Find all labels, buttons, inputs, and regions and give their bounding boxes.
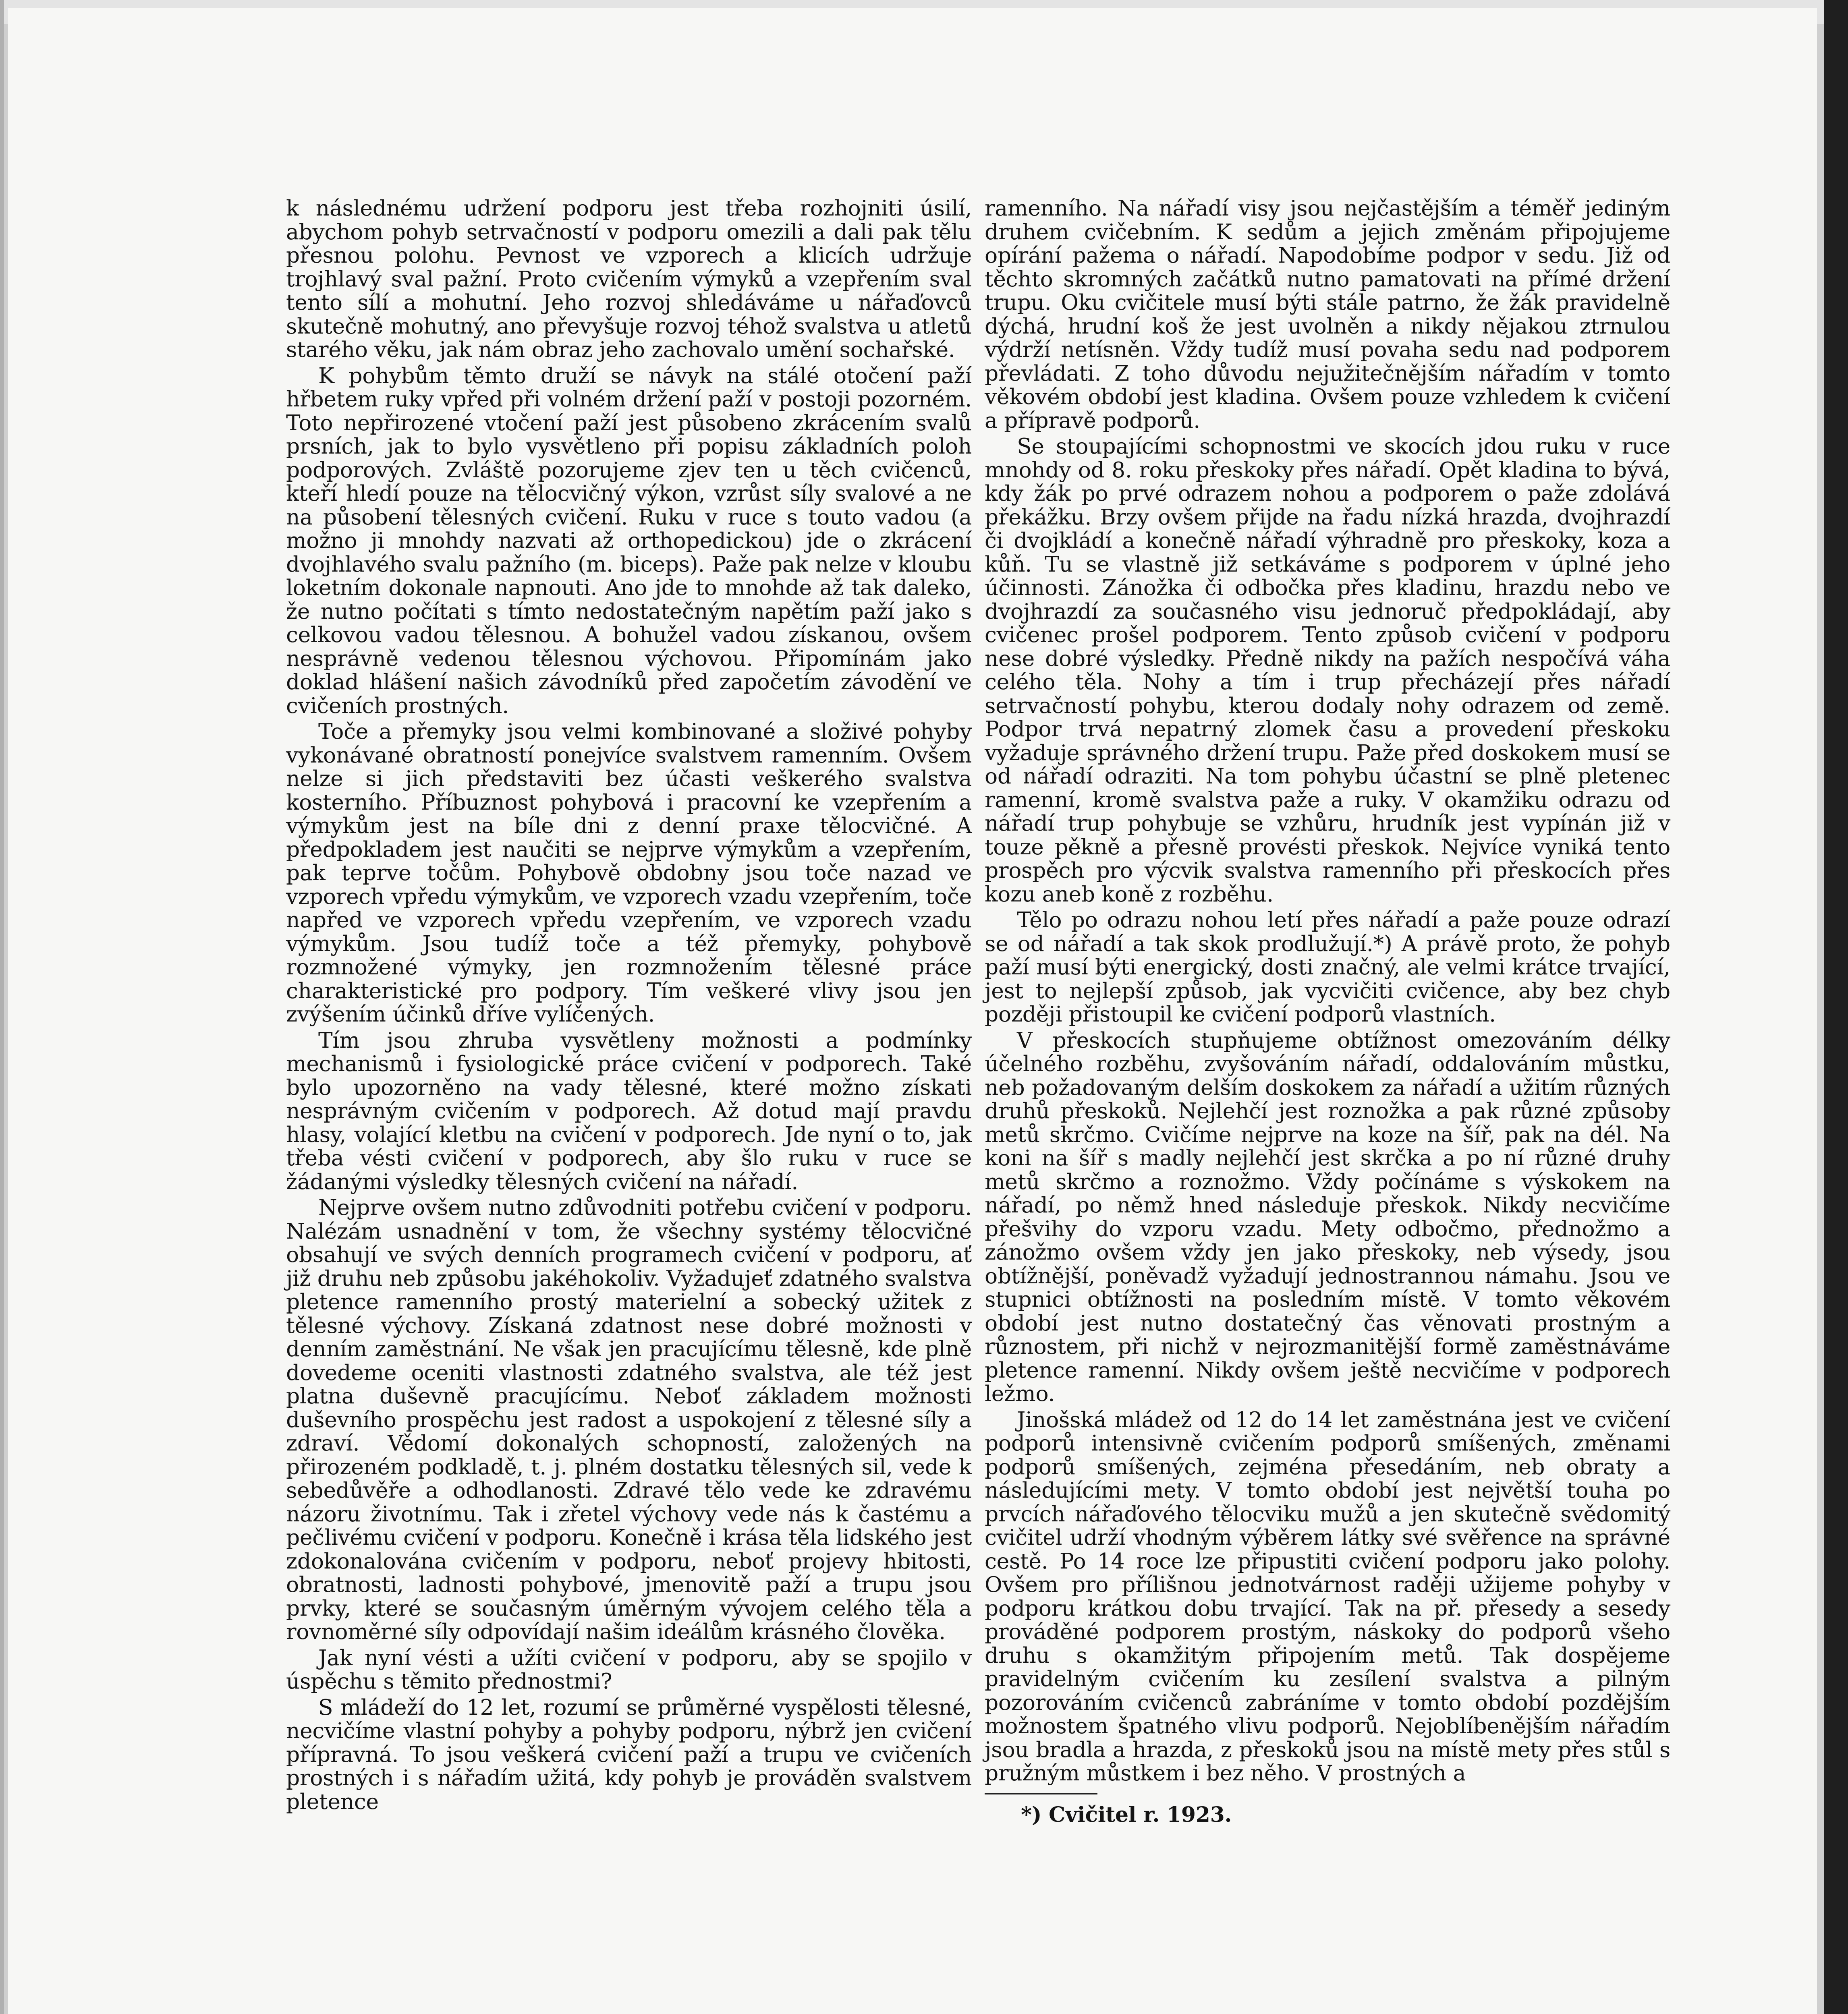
paragraph: V přeskocích stupňujeme obtížnost omezováním délky účelného rozběhu, zvyšováním nářadí, oddalováním můstku, neb požadovaným delším doskokem za nářadí a užitím různých druhů přeskoků. Nejlehčí jest roznožka a pak různé způsoby metů skrčmo. Cvičíme nejprve na koze na šíř, pak na dél. Na koni na šíř s madly nejlehčí jest skrčka a po ní různé druhy metů skrčmo a roznožmo. Vždy počínáme s výskokem na nářadí, po němž hned následuje přeskok. Nikdy necvičíme přešvihy do vzporu vzadu. Mety odbočmo, přednožmo a zánožmo ovšem vždy jen jako přeskoky, neb výsedy, jsou obtížnější, poněvadž vyžadují jednostrannou námahu. Jsou ve stupnici obtížnosti na posledním místě. V tomto věkovém období jest nutno dostatečný čas věnovati prostným a různostem, při nichž v nejrozmanitější formě zaměstnáváme pletence ramenní. Nikdy ovšem ještě necvičíme v podporech ležmo.: [985, 1027, 1670, 1406]
paragraph: ramenního. Na nářadí visy jsou nejčastějším a téměř jediným druhem cvičebním. K sedům a jejich změnám připojujeme opírání pažema o nářadí. Napodobíme podpor v sedu. Již od těchto skromných začátků nutno pamatovati na přímé držení trupu. Oku cvičitele musí býti stále patrno, že žák pravidelně dýchá, hrudní koš že jest uvolněn a nikdy nějakou ztrnulou výdrží netísněn. Vždy tudíž musí povaha sedu nad podporem převládati. Z toho důvodu nejužitečnějším nářadím v tomto věkovém období jest kladina. Ovšem pouze vzhledem k cvičení a přípravě podporů.: [985, 195, 1670, 433]
footnote: *) Cvičitel r. 1923.: [1021, 1802, 1232, 1827]
scan-border-right: [1824, 0, 1848, 2014]
right-column: [985, 197, 1670, 1827]
paragraph: k následnému udržení podporu jest třeba rozhojniti úsilí, abychom pohyb setrvačností v podporu omezili a dali pak tělu přesnou polohu. Pevnost ve vzporech a klicích udržuje trojhlavý sval pažní. Proto cvičením výmyků a vzepřením sval tento sílí a mohutní. Jeho rozvoj shledáváme u nářaďovců skutečně mohutný, ano převyšuje rozvoj téhož svalstva u atletů starého věku, jak nám obraz jeho zachovalo umění sochařské.: [286, 195, 972, 362]
paragraph: K pohybům těmto druží se návyk na stálé otočení paží hřbetem ruky vpřed při volném držení paží v postoji pozorném. Toto nepřirozené vtočení paží jest působeno zkrácením svalů prsních, jak to bylo vysvětleno při popisu základních poloh podporových. Zvláště pozorujeme zjev ten u těch cvičenců, kteří hledí pouze na tělocvičný výkon, vzrůst síly svalové a ne na působení tělesných cvičení. Ruku v ruce s touto vadou (a možno ji mnohdy nazvati až orthopedickou) jde o zkrácení dvojhlavého svalu pažního (m. biceps). Paže pak nelze v kloubu loketním dokonale napnouti. Ano jde to mnohde až tak daleko, že nutno počítati s tímto nedostatečným napětím paží jako s celkovou vadou tělesnou. A bohužel vadou získanou, ovšem nesprávně vedenou tělesnou výchovou. Připomínám jako doklad hlášení našich závodníků před započetím závodění ve cvičeních prostných.: [286, 363, 972, 718]
paragraph: Nejprve ovšem nutno zdůvodniti potřebu cvičení v podporu. Nalézám usnadnění v tom, že všechny systémy tělocvičné obsahují ve svých denních programech cvičení v podporu, ať již druhu neb způsobu jakéhokoliv. Vyžadujeť zdatného svalstva pletence ramenního prostý materielní a sobecký užitek z tělesné výchovy. Získaná zdatnost nese dobré možnosti v denním zaměstnání. Ne však jen pracujícímu tělesně, kde plně dovedeme oceniti vlastnosti zdatného svalstva, ale též jest platna duševně pracujícímu. Neboť základem možnosti duševního prospěchu jest radost a uspokojení z tělesné síly a zdraví. Vědomí dokonalých schopností, založených na přirozeném podkladě, t. j. plném dostatku tělesných sil, vede k sebedůvěře a odhodlanosti. Zdravé tělo vede ke zdravému názoru životnímu. Tak i zřetel výchovy vede nás k častému a pečlivému cvičení v podporu. Konečně i krása těla lidského jest zdokonalována cvičením v podporu, neboť projevy hbitosti, obratnosti, ladnosti pohybové, jmenovitě paží a trupu jsou prvky, které se současným úměrným vývojem celého těla a rovnoměrné síly odpovídají našim ideálům krásného člověka.: [286, 1195, 972, 1644]
paragraph: S mládeží do 12 let, rozumí se průměrné vyspělosti tělesné, necvičíme vlastní pohyby a pohyby podporu, nýbrž jen cvičení přípravná. To jsou veškerá cvičení paží a trupu ve cvičeních prostných i s nářadím užitá, kdy pohyb je prováděn svalstvem pletence: [286, 1694, 972, 1814]
paragraph: Tělo po odrazu nohou letí přes nářadí a paže pouze odrazí se od nářadí a tak skok prodlužují.*) A právě proto, že pohyb paží musí býti energický, dosti značný, ale velmi krátce trvající, jest to nejlepší způsob, jak vycvičiti cvičence, aby bez chyb později přistoupil ke cvičení podporů vlastních.: [985, 907, 1670, 1027]
footnote-rule: [985, 1793, 1097, 1794]
left-column: [286, 197, 972, 1813]
paragraph: Se stoupajícími schopnostmi ve skocích jdou ruku v ruce mnohdy od 8. roku přeskoky přes nářadí. Opět kladina to bývá, kdy žák po prvé odrazem nohou a podporem o paže zdolává překážku. Brzy ovšem přijde na řadu nízká hrazda, dvojhrazdí či dvojkládí a konečně nářadí výhradně pro přeskoky, koza a kůň. Tu se vlastně již setkáváme s podporem v úplné jeho účinnosti. Zánožka či odbočka přes kladinu, hrazdu nebo ve dvojhrazdí za současného visu jednoruč předpokládají, aby cvičenec prošel podporem. Tento způsob cvičení v podporu nese dobré výsledky. Předně nikdy na pažích nespočívá váha celého těla. Nohy a tím i trup přecházejí přes nářadí setrvačností pohybu, kterou dodaly nohy odrazem od země. Podpor trvá nepatrný zlomek času a provedení přeskoku vyžaduje správného držení trupu. Paže před doskokem musí se od nářadí odraziti. Na tom pohybu účastní se plně pletenec ramenní, kromě svalstva paže a ruky. V okamžiku odrazu od nářadí trup pohybuje se vzhůru, hrudník jest vypínán již v touze pěkně a přesně provésti přeskok. Nejvíce vyniká tento prospěch pro výcvik svalstva ramenního při přeskocích přes kozu aneb koně z rozběhu.: [985, 433, 1670, 907]
paragraph: Jinošská mládež od 12 do 14 let zaměstnána jest ve cvičení podporů intensivně cvičením podporů smíšených, změnami podporů smíšených, zejména přesedáním, neb obraty a následujícími mety. V tomto období jest největší touha po prvcích nářaďového tělocviku mužů a jen skutečně svědomitý cvičitel udrží vhodným výběrem látky své svěřence na správné cestě. Po 14 roce lze připustiti cvičení podporu jako polohy. Ovšem pro přílišnou jednotvárnost raději užijeme pohyby v podporu krátkou dobu trvající. Tak na př. přesedy a sesedy prováděné podporem prostým, náskoky do podporů všeho druhu s okamžitým připojením metů. Tak dospějeme pravidelným cvičením ku zesílení svalstva a pilným pozorováním cvičenců zabráníme v tomto období pozdějším možnostem špatného vlivu podporů. Nejoblíbenějším nářadím jsou bradla a hrazda, z přeskoků jsou na místě mety přes stůl s pružným můstkem i bez něho. V prostných a: [985, 1407, 1670, 1786]
book-page: [8, 8, 1817, 2014]
scan-border-left: [0, 0, 4, 2014]
paragraph: Jak nyní vésti a užíti cvičení v podporu, aby se spojilo v úspěchu s těmito přednostmi?: [286, 1645, 972, 1694]
paragraph: Tím jsou zhruba vysvětleny možnosti a podmínky mechanismů i fysiologické práce cvičení v podporech. Také bylo upozorněno na vady tělesné, které možno získati nesprávným cvičením v podporech. Až dotud mají pravdu hlasy, volající kletbu na cvičení v podporech. Jde nyní o to, jak třeba vésti cvičení v podporech, aby šlo ruku v ruce se žádanými výsledky tělesných cvičení na nářadí.: [286, 1027, 972, 1194]
paragraph: Toče a přemyky jsou velmi kombinované a složivé pohyby vykonávané obratností ponejvíce svalstvem ramenním. Ovšem nelze si jich představiti bez účasti veškerého svalstva kosterního. Příbuznost pohybová i pracovní ke vzepřením a výmykům jest na bíle dni z denní praxe tělocvičné. A předpokladem jest naučiti se nejprve výmykům a vzepřením, pak teprve točům. Pohybově obdobny jsou toče nazad ve vzporech vpředu výmykům, ve vzporech vzadu vzepřením, toče napřed ve vzporech vpředu vzepřením, ve vzporech vzadu výmykům. Jsou tudíž toče a též přemyky, pohybově rozmnožené výmyky, jen rozmnožením tělesné práce charakteristické pro podpory. Tím veškeré vlivy jsou jen zvýšením účinků dříve vylíčených.: [286, 719, 972, 1027]
